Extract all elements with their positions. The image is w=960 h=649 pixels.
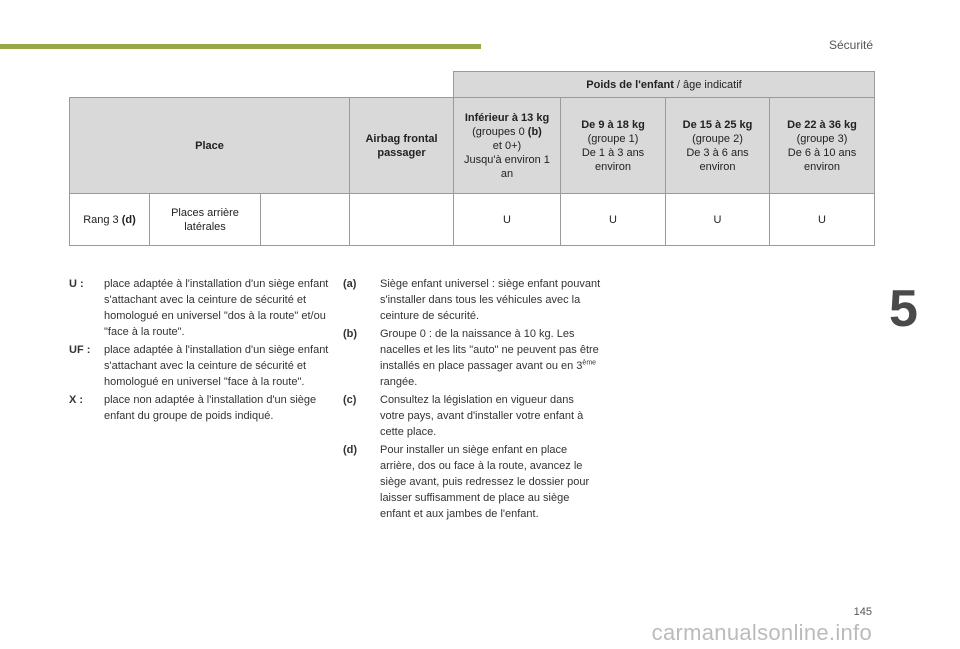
chapter-number: 5 <box>889 280 918 338</box>
place-header: Place <box>70 98 350 194</box>
airbag-cell <box>350 194 454 246</box>
airbag-header: Airbag frontal passager <box>350 98 454 194</box>
section-title: Sécurité <box>828 38 873 52</box>
legend-item: X : place non adaptée à l'installation d'un siège enfant du groupe de poids indiqué. <box>69 394 317 422</box>
note-item: (b) Groupe 0 : de la naissance à 10 kg. Les nacelles et les lits "auto" ne peuvent pas être installés en place passager avant ou en 3ème rangée. <box>343 328 599 388</box>
group-0-header: Inférieur à 13 kg (groupes 0 (b) et 0+) Jusqu'à environ 1 an <box>454 98 561 194</box>
note-item: (a) Siège enfant universel : siège enfant pouvant s'installer dans tous les véhicules avec la ceinture de sécurité. <box>343 278 601 322</box>
empty-cell <box>261 194 350 246</box>
weight-header: Poids de l'enfant / âge indicatif <box>454 72 875 98</box>
place-cell: Places arrière latérales <box>150 194 261 246</box>
page-number: 145 <box>853 606 872 618</box>
rank-cell: Rang 3 (d) <box>70 194 150 246</box>
legend-item: U : place adaptée à l'installation d'un siège enfant s'attachant avec la ceinture de sécurité et homologué en universel "dos à la route" et/ou "face à la route". <box>69 278 329 338</box>
group-3-header: De 22 à 36 kg (groupe 3) De 6 à 10 ans environ <box>770 98 875 194</box>
watermark: carmanualsonline.info <box>651 620 872 645</box>
header-accent-bar <box>0 44 481 49</box>
group-2-header: De 15 à 25 kg (groupe 2) De 3 à 6 ans environ <box>666 98 770 194</box>
value-cell: U <box>454 194 561 246</box>
child-seat-table <box>69 71 875 246</box>
legend-left <box>69 276 331 426</box>
group-1-header: De 9 à 18 kg (groupe 1) De 1 à 3 ans environ <box>561 98 666 194</box>
value-cell: U <box>770 194 875 246</box>
legend-item: UF : place adaptée à l'installation d'un siège enfant s'attachant avec la ceinture de sécurité et homologué en universel "face à la route". <box>69 344 329 388</box>
value-cell: U <box>561 194 666 246</box>
value-cell: U <box>666 194 770 246</box>
note-item: (d) Pour installer un siège enfant en place arrière, dos ou face à la route, avancez le siège avant, puis redressez le dossier pour laisser suffisamment de place au siège enfant et aux jambes de l'enfant. <box>343 444 590 520</box>
note-item: (c) Consultez la législation en vigueur dans votre pays, avant d'installer votre enfant à cette place. <box>343 394 584 438</box>
legend-right <box>343 276 601 524</box>
